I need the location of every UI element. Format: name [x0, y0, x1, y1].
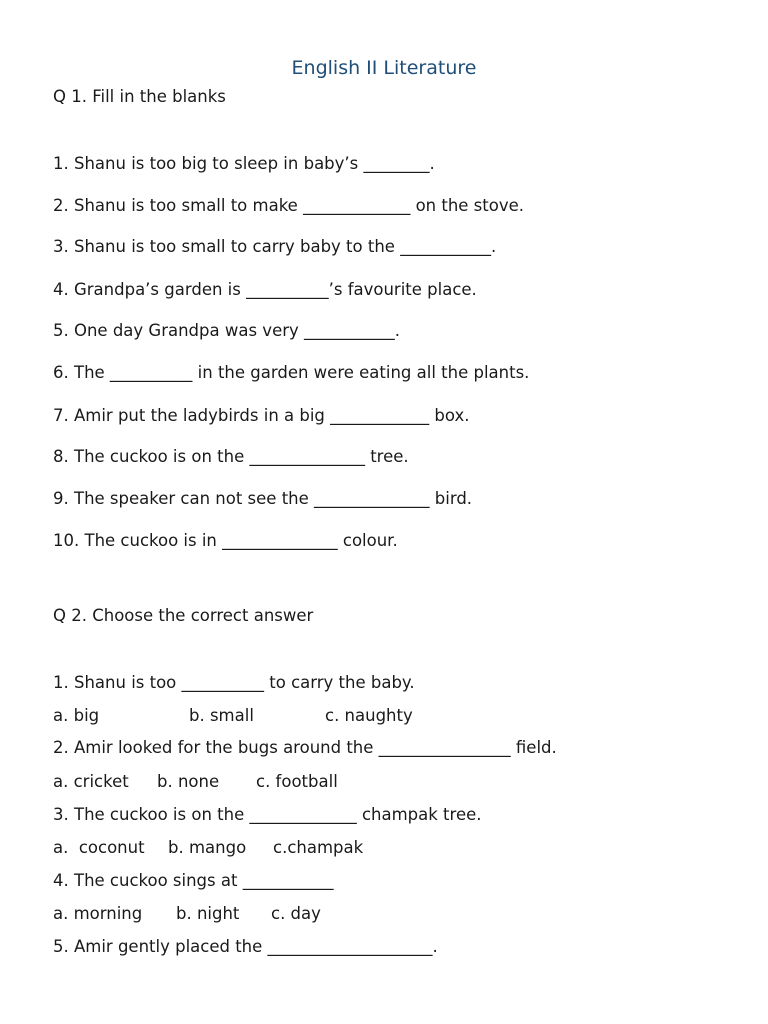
q2-q2-option-c: c. football: [256, 772, 338, 791]
q2-q3-option-a: a. coconut: [53, 838, 145, 857]
q1-item-9: 9. The speaker can not see the ______________ bird.: [53, 489, 473, 508]
q2-q2-option-a: a. cricket: [53, 772, 129, 791]
q2-q1-option-b: b. small: [189, 706, 254, 725]
q2-heading: Q 2. Choose the correct answer: [53, 606, 314, 625]
q2-q4-option-c: c. day: [271, 904, 321, 923]
q2-question-2: 2. Amir looked for the bugs around the ________________ field.: [53, 738, 557, 757]
q1-item-8: 8. The cuckoo is on the ______________ tree.: [53, 447, 409, 466]
q1-item-3: 3. Shanu is too small to carry baby to the ___________.: [53, 237, 497, 256]
q2-q4-option-a: a. morning: [53, 904, 143, 923]
q1-item-6: 6. The __________ in the garden were eating all the plants.: [53, 363, 530, 382]
q2-q1-option-c: c. naughty: [325, 706, 413, 725]
q1-item-5: 5. One day Grandpa was very ___________.: [53, 321, 401, 340]
q2-q3-option-b: b. mango: [168, 838, 247, 857]
q2-question-3: 3. The cuckoo is on the _____________ champak tree.: [53, 805, 482, 824]
q1-item-7: 7. Amir put the ladybirds in a big ____________ box.: [53, 406, 470, 425]
q2-question-1: 1. Shanu is too __________ to carry the baby.: [53, 673, 415, 692]
q1-item-1: 1. Shanu is too big to sleep in baby’s ________.: [53, 154, 435, 173]
q2-q4-option-b: b. night: [176, 904, 240, 923]
page-title: English II Literature: [291, 57, 477, 79]
q1-item-2: 2. Shanu is too small to make _____________ on the stove.: [53, 196, 525, 215]
q1-item-4: 4. Grandpa’s garden is __________’s favourite place.: [53, 280, 477, 299]
q1-item-10: 10. The cuckoo is in ______________ colour.: [53, 531, 398, 550]
q2-q3-option-c: c.champak: [273, 838, 364, 857]
q2-question-5: 5. Amir gently placed the ____________________.: [53, 937, 438, 956]
q1-heading: Q 1. Fill in the blanks: [53, 87, 226, 106]
q2-q1-option-a: a. big: [53, 706, 100, 725]
q2-question-4: 4. The cuckoo sings at ___________: [53, 871, 334, 890]
q2-q2-option-b: b. none: [157, 772, 220, 791]
